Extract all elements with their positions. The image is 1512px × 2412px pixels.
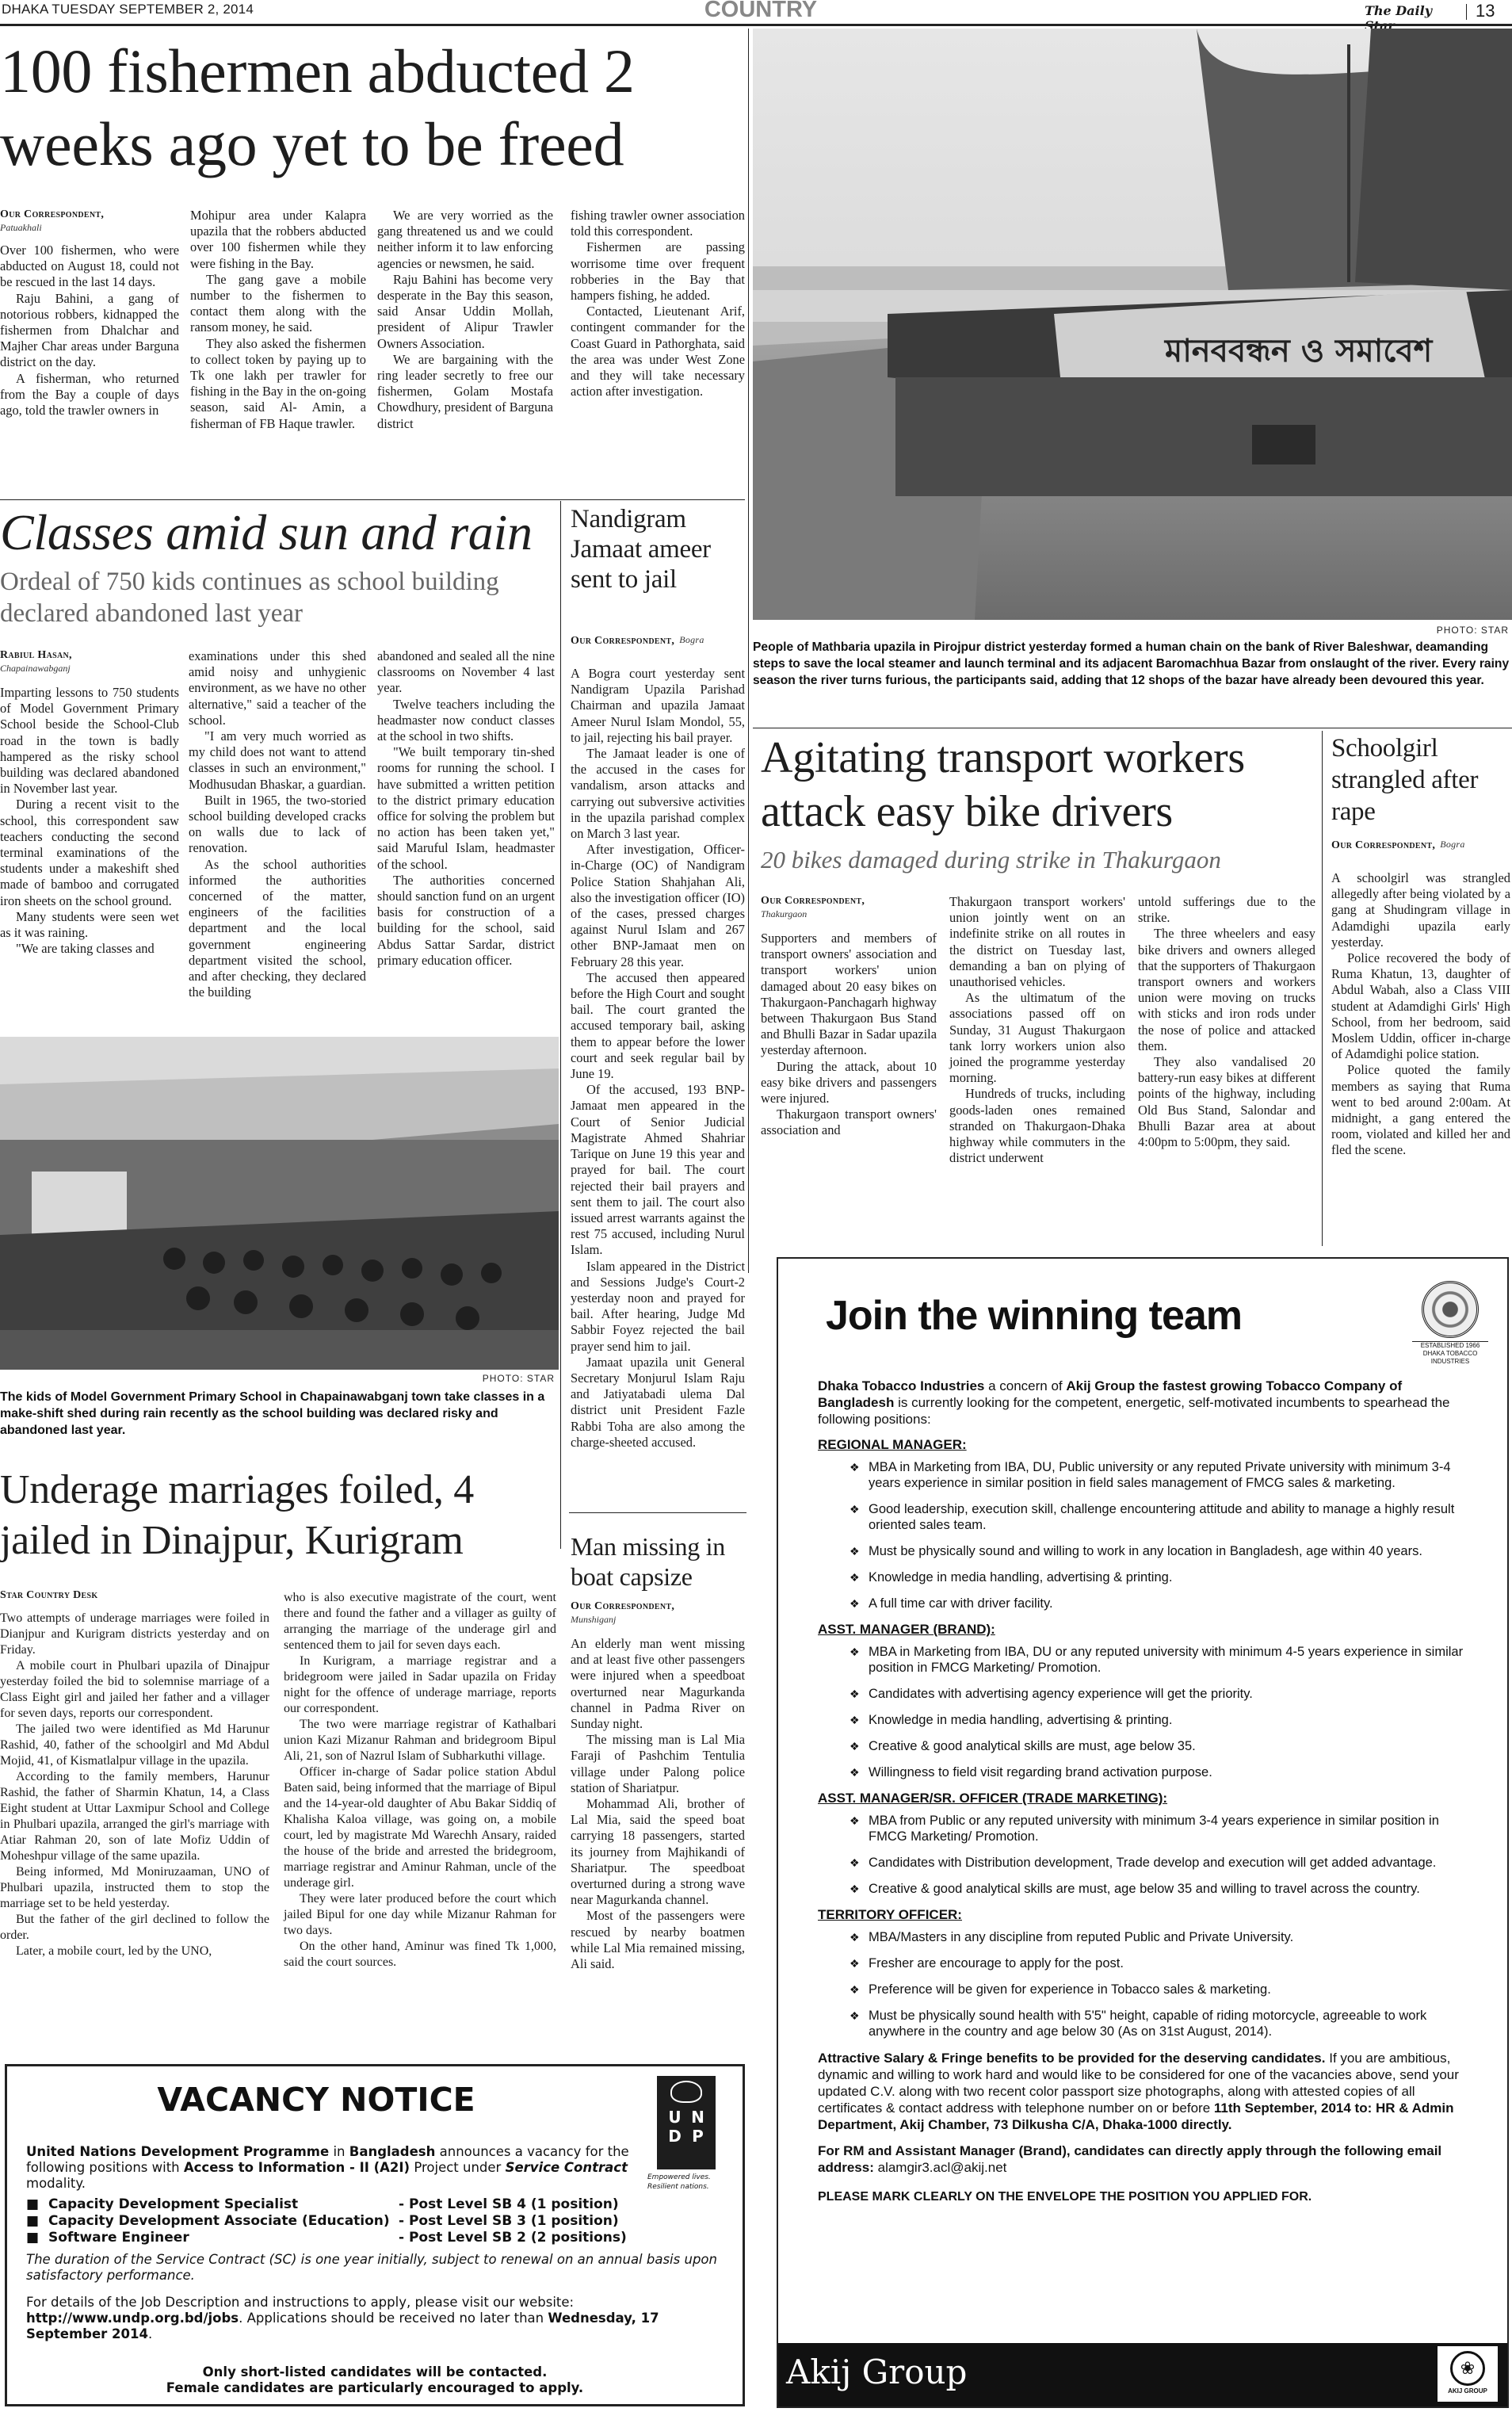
undp-logo: U N D P <box>657 2076 716 2169</box>
section-title: TERRITORY OFFICER: <box>818 1907 962 1922</box>
story2-headline: Classes amid sun and rain <box>0 504 533 560</box>
list-item: ❖ MBA/Masters in any discipline from reputed Public and Private University. <box>850 1929 1480 1945</box>
undp-vacancy-ad <box>5 2064 745 2406</box>
list-item: ❖ Candidates with Distribution development, Trade develop and execution will get added advantage. <box>850 1855 1480 1871</box>
akij-envelope-note: PLEASE MARK CLEARLY ON THE ENVELOPE THE POSITION YOU APPLIED FOR. <box>818 2190 1312 2204</box>
undp-duration: The duration of the Service Contract (SC) is one year initially, subject to renewal on an annual basis upon satisfactory performance. <box>26 2252 717 2283</box>
banner-text: মানববন্ধন ও সমাবেশ <box>1165 333 1433 369</box>
position-row: ■ Capacity Development Associate (Education) - Post Level SB 3 (1 position) <box>26 2213 619 2229</box>
undp-details: For details of the Job Description and instructions to apply, please visit our website: http://www.undp.org.bd/jobs. Applications should be received no later than Wednesday, 17 September 2014. <box>26 2295 659 2341</box>
story3-headline: Nandigram Jamaat ameer sent to jail <box>571 505 711 594</box>
undp-positions <box>26 2196 676 2249</box>
list-item: ❖ Knowledge in media handling, advertising & printing. <box>850 1569 1480 1585</box>
photo-human-chain <box>753 29 1512 620</box>
story5-byline: Our Correspondent, <box>761 895 865 907</box>
story6-byline: Our Correspondent, Bogra <box>1331 839 1465 851</box>
undp-tagline-2: Resilient nations. <box>647 2183 709 2191</box>
story1-headline: 100 fishermen abducted 2 weeks ago yet to be freed <box>0 36 635 178</box>
undp-footer-1: Only short-listed candidates will be contacted. <box>202 2364 548 2380</box>
story4-byline: Our Correspondent, <box>571 1600 675 1612</box>
akij-email-link[interactable]: alamgir3.acl@akij.net <box>877 2160 1007 2175</box>
story1-col2: Mohipur area under Kalapra upazila that the robbers abducted over 100 fishermen while they were fishing in the Bay. The gang gave a mobile number to the fishermen to contact them along with the ransom money, he said. They also asked the fishermen to collect token by paying up to Tk one lakh per trawler for fishing in the Bay in the on-going season, said Al- Amin, a fisherman of FB Haque trawler. <box>190 208 366 431</box>
story3-body: A Bogra court yesterday sent Nandigram Upazila Parishad Chairman and upazila Jamaat Ameer Nurul Islam Mondol, 55, to jail, rejecting his bail prayer. The Jamaat leader is one of the accused in the cases for vandalism, arson attacks and carrying out subversive activities in the upazila parishad complex on March 3 last year. After investigation, Officer-in-Charge (OC) of Nandigram Police Station Shahjahan Ali, also the investigation officer (IO) of the cases, pressed charges against Nurul Islam and 267 other BNP-Jamaat men on February 28 this year. The accused then appeared before the High Court and sought bail. The court granted the accused temporary bail, asking them to appear before the lower court and seek regular bail by June 19. Of the accused, 193 BNP-Jamaat men appeared in the Court of Senior Judicial Magistrate Ahmed Shahriar Tarique on June 19 this year and prayed for bail. The court rejected their bail prayers and sent them to jail. The court also issued arrest warrants against the rest 75 accused, including Nurul Islam. Islam appeared in the District and Sessions Judge's Court-2 yesterday noon and prayed for bail. After hearing, Judge Md Sabbir Foyez rejected the bail prayer send him to jail. Jamaat upazila unit General Secretary Monjurul Islam Raju and Jatiyatabadi ulema Dal district unit President Fazle Rabbi Toha are also among the charge-sheeted accused. <box>571 666 745 1450</box>
story6-headline: Schoolgirl strangled after rape <box>1331 734 1479 826</box>
undp-jobs-link[interactable]: http://www.undp.org.bd/jobs <box>26 2311 239 2326</box>
story1-col1: Over 100 fishermen, who were abducted on August 18, could not be rescued in the last 14 days. Raju Bahini, a gang of notorious robbers, kidnapped the fishermen from Dhalchar and Majher Char areas under Barguna district on the day. A fisherman, who returned from the Bay a couple of days ago, told the trawler owners in <box>0 243 179 419</box>
list-item: ❖ MBA in Marketing from IBA, DU, Public university or any reputed Private university with minimum 3-4 years experience in similar position in field sales management of FMCG sales & marketing. <box>850 1459 1480 1491</box>
page-number: 13 <box>1476 1 1495 21</box>
list-item: ❖ Must be physically sound health with 5'5" height, capable of riding motorcycle, agreeable to work anywhere in the country and age below 30 (As on 31st August, 2014). <box>850 2008 1480 2039</box>
seal-line-1: ESTABLISHED 1966 <box>1420 1342 1480 1349</box>
position-row: ■ Capacity Development Specialist - Post Level SB 4 (1 position) <box>26 2196 619 2212</box>
undp-footer-2: Female candidates are particularly encouraged to apply. <box>166 2380 584 2395</box>
section-title: ASST. MANAGER (BRAND): <box>818 1622 995 1637</box>
akij-footer-bar <box>778 2343 1507 2406</box>
story5-col1: Supporters and members of transport owners' association and transport workers' union damaged about 20 easy bikes on Thakurgaon-Panchagarh highway between Thakurgaon Bus Stand and Bhulli Bazar in Sadar upazila yesterday afternoon. During the attack, about 10 easy bike drivers and passengers were injured. Thakurgaon transport owners' association and <box>761 931 937 1138</box>
story5-col2: Thakurgaon transport workers' union jointly went on an indefinite strike on all routes in the district on Tuesday last, demanding a ban on plying of unauthorised vehicles. As the ultimatum of the associations passed off on Sunday, 31 August Thakurgaon tank lorry workers union also joined the programme yesterday morning. Hundreds of trucks, including goods-laden ones remained stranded on Thakurgaon-Dhaka highway while commuters in the district underwent <box>949 894 1125 1166</box>
story4-location: Munshiganj <box>571 1614 617 1625</box>
list-item: ❖ A full time car with driver facility. <box>850 1596 1480 1611</box>
list-item: ❖ MBA from Public or any reputed university with minimum 3-4 years experience in similar position in FMCG Marketing/ Promotion. <box>850 1813 1480 1844</box>
akij-salary-note: Attractive Salary & Fringe benefits to be provided for the deserving candidates. If you are ambitious, dynamic and willing to work hard and would like to be considered for one of the vacancies above, send your updated C.V. along with two recent color passport size photographs, along with attested copies of all certificates & contact address with telephone number on or before 11th September, 2014 to: HR & Admin Department, Akij Chamber, 73 Dilkusha C/A, Dhaka-1000 directly. <box>818 2051 1459 2132</box>
story3-location: Bogra <box>679 634 704 645</box>
undp-tagline-1: Empowered lives. <box>647 2173 711 2181</box>
list-item: ❖ Knowledge in media handling, advertising & printing. <box>850 1712 1480 1728</box>
story1-col3: We are very worried as the gang threatened us and we could neither inform it to law enforcing agencies or newsmen, he said. Raju Bahini has become very desperate in the Bay this season, said Ansar Uddin Mollah, president of Alipur Trawler Owners Association. We are bargaining with the ring leader secretly to free our fishermen, Golam Mostafa Chowdhury, president of Barguna district <box>377 208 553 431</box>
story2-col3: abandoned and sealed all the nine classrooms on November 4 last year. Twelve teachers including the headmaster now conduct classes at the school in two shifts. "We built temporary tin-shed rooms for running the school. I have submitted a written petition to the district primary education office for solving the problem but no action has been taken yet," said Maruful Islam, headmaster of the school. The authorities concerned should sanction fund on an urgent basis for construction of a building for the school, said Abdus Sattar Sardar, district primary education officer. <box>377 648 555 968</box>
section-label: COUNTRY <box>704 0 818 22</box>
seal-line-2: DHAKA TOBACCO <box>1422 1350 1478 1357</box>
section-title: ASST. MANAGER/SR. OFFICER (TRADE MARKETING): <box>818 1791 1168 1806</box>
akij-logo-label: AKIJ GROUP <box>1448 2387 1487 2395</box>
position-row: ■ Software Engineer - Post Level SB 2 (2 positions) <box>26 2230 627 2246</box>
story5-subhead: 20 bikes damaged during strike in Thakurgaon <box>761 846 1221 873</box>
requirement-list <box>850 1813 1480 1897</box>
akij-emblem-icon: ❀ <box>1450 2351 1485 2386</box>
story2-col2: examinations under this shed amid noisy and unhygienic environment, as we have no other alternative," said a teacher of the school. "I am very much worried as my child does not want to attend classes in such an environment," Modhusudan Bhaskar, a guardian. Built in 1965, the two-storied school building developed cracks on walls due to lack of renovation. As the school authorities informed the authorities concerned of the matter, engineers of the facilities department and the local government engineering department visited the school, and after checking, they declared the building <box>189 648 366 1000</box>
story4-body: An elderly man went missing and at least five other passengers were injured when a speedboat overturned near Magurkanda channel in Padma River on Sunday night. The missing man is Lal Mia Faraji of Pashchim Tentulia village under Palong police station of Shariatpur. Mohammad Ali, brother of Lal Mia, said the speed boat carrying 18 passengers, started its journey from Majhikandi of Shariatpur. The speedboat overturned during a strong wave near Magurkanda channel. Most of the passengers were rescued by nearby boatmen while Lal Mia remained missing, Ali said. <box>571 1636 745 1972</box>
masthead-dateline: DHAKA TUESDAY SEPTEMBER 2, 2014 <box>2 2 254 17</box>
story7-headline: Underage marriages foiled, 4 jailed in Dinajpur, Kurigram <box>0 1467 475 1563</box>
un-emblem-icon <box>670 2081 702 2103</box>
requirement-list <box>850 1644 1480 1780</box>
akij-headline: Join the winning team <box>826 1293 1243 1339</box>
photo-school-shed <box>0 1037 559 1370</box>
story6-location: Bogra <box>1440 839 1465 850</box>
story1-location: Patuakhali <box>0 222 42 233</box>
undp-ad-title: VACANCY NOTICE <box>157 2081 475 2119</box>
dti-seal <box>1412 1281 1488 1373</box>
list-item: ❖ Creative & good analytical skills are must, age below 35 and willing to travel across the country. <box>850 1881 1480 1897</box>
story2-byline: Rabiul Hasan, <box>0 649 72 661</box>
list-item: ❖ Preference will be given for experience in Tobacco sales & marketing. <box>850 1982 1480 1997</box>
story7-col1: Two attempts of underage marriages were foiled in Dianjpur and Kurigram districts yesterday and on Friday. A mobile court in Phulbari upazila of Dinajpur yesterday foiled the bid to solemnise marriage of a Class Eight girl and jailed her father and a villager for seven days, reports our correspondent. The jailed two were identified as Md Harunur Rashid, 40, father of the schoolgirl and Md Abdul Mojid, 41, of Kismatlalpur village in the upazila. According to the family members, Harunur Rashid, the father of Sharmin Khatun, 14, a Class Eight student at Uttar Laxmipur School and College in Phulbari upazila, arranged the girl's marriage with Atiar Rahman 20, son of late Mofiz Uddin of Moheshpur village of the same upazila. Being informed, Md Moniruzaaman, UNO of Phulbari upazila, instructed them to stop the marriage set to be held yesterday. But the father of the girl declined to follow the order. Later, a mobile court, led by the UNO, <box>0 1611 269 1958</box>
requirement-list <box>850 1459 1480 1611</box>
story1-col4: fishing trawler owner association told this correspondent. Fishermen are passing worrisome time over frequent robberies in the Bay that hampers fishing, he added. Contacted, Lieutenant Arif, contingent commander for the Coast Guard in Pathorghata, said the area was under West Zone and they will take necessary action after investigation. <box>571 208 745 399</box>
list-item: ❖ Willingness to field visit regarding brand activation purpose. <box>850 1764 1480 1780</box>
story1-byline: Our Correspondent, <box>0 208 105 220</box>
story6-body: A schoolgirl was strangled allegedly after being violated by a gang at Shudingram village in Adamdighi upazila early yesterday. Police recovered the body of Ruma Khatun, 13, daughter of Abdul Wabah, also a Class VIII student at Adamdighi Girls' High School, from her bedroom, said Moslem Uddin, officer in-charge of Adamdighi police station. Police quoted the family members as saying that Ruma went to bed around 2:00am. At midnight, a gang entered the room, violated and killed her and fled the scene. <box>1331 870 1510 1158</box>
undp-intro: United Nations Development Programme in Bangladesh announces a vacancy for the following positions with Access to Information - II (A2I) Project under Service Contract modality. <box>26 2144 629 2191</box>
story5-location: Thakurgaon <box>761 908 808 919</box>
story5-col3: untold sufferings due to the strike. The three wheelers and easy bike drivers and owners alleged that the supporters of Thakurgaon transport owners and workers union were moving on trucks with sticks and iron rods under the nose of police and attacked them. They also vandalised 20 battery-run easy bikes at different points of the highway, including Old Bus Stand, Salondar and Bhulli Bazar area at about 4:00pm to 5:00pm, they said. <box>1138 894 1315 1150</box>
story2-location: Chapainawabganj <box>0 663 71 674</box>
list-item: ❖ Must be physically sound and willing to work in any location in Bangladesh, age within 40 years. <box>850 1543 1480 1559</box>
story2-col1: Imparting lessons to 750 students of Model Government Primary School beside the School-Club road in the town is badly hampered as the risky school building was declared abandoned in November last year. During a recent visit to the school, this correspondent saw teachers conducting the second terminal examinations of the students under a makeshift shed made of bamboo and corrugated iron sheets on the school ground. Many students were seen wet as it was raining. "We are taking classes and <box>0 685 179 957</box>
akij-rm-note: For RM and Assistant Manager (Brand), candidates can directly apply through the following email address: alamgir3.acl@akij.net <box>818 2143 1442 2175</box>
list-item: ❖ Good leadership, execution skill, challenge encountering attitude and ability to manage a highly result oriented sales team. <box>850 1501 1480 1533</box>
list-item: ❖ Candidates with advertising agency experience will get the priority. <box>850 1686 1480 1702</box>
story2-subhead: Ordeal of 750 kids continues as school building declared abandoned last year <box>0 568 499 628</box>
akij-recruitment-ad <box>777 1257 1509 2408</box>
photo-school-credit: PHOTO: STAR <box>482 1373 555 1384</box>
story7-byline: Star Country Desk <box>0 1589 98 1601</box>
akij-logo <box>1436 2345 1499 2403</box>
photo-top-caption: People of Mathbaria upazila in Pirojpur district yesterday formed a human chain on the bank of River Baleshwar, deamanding steps to save the local steamer and launch terminal and its adjacent Baromachhua Bazar from onslaught of the river. Every rainy season the river turns furious, the participants said, adding that 12 shops of the bazar have already been devoured this year. <box>753 640 1510 687</box>
list-item: ❖ Fresher are encourage to apply for the post. <box>850 1955 1480 1971</box>
story3-byline: Our Correspondent, Bogra <box>571 634 704 647</box>
photo-school-caption: The kids of Model Government Primary School in Chapainawabganj town take classes in a make-shift shed during rain recently as the school building was declared risky and abandoned last year. <box>0 1390 545 1437</box>
akij-intro: Dhaka Tobacco Industries a concern of Akij Group the fastest growing Tobacco Company of Bangladesh is currently looking for the competent, energetic, self-motivated incumbents to spearhead the following positions: <box>818 1378 1450 1427</box>
paper-name: The Daily <box>1365 3 1432 18</box>
story7-col2: who is also executive magistrate of the court, went there and found the father and a villager as guilty of arranging the marriage of the underage girl and sentenced them to jail for seven days each. In Kurigram, a marriage registrar and a bridegroom were jailed in Sadar upazila on Friday night for the offence of underage marriage, reports our correspondent. The two were marriage registrar of Kathalbari union Kazi Mizanur Rahman and bridegroom Bipul Ali, 21, son of Nazrul Islam of Subharkuthi village. Officer in-charge of Sadar police station Abdul Baten said, being informed that the marriage of Bipul and the 14-year-old daughter of Abu Bakar Siddiq of Khalisha Kaloa village, was going on, a mobile court, led by magistrate Md Warechh Ansary, raided the house of the bride and arrested the bridegroom, marriage registrar and Aminur Rahman, uncle of the underage girl. They were later produced before the court which jailed Bipul for one day while Mizanur Rahman for two days. On the other hand, Aminur was fined Tk 1,000, said the court sources. <box>284 1591 556 1969</box>
seal-line-3: INDUSTRIES <box>1430 1358 1470 1365</box>
list-item: ❖ Creative & good analytical skills are must, age below 35. <box>850 1738 1480 1754</box>
crest-icon <box>1422 1281 1479 1338</box>
section-title: REGIONAL MANAGER: <box>818 1437 967 1452</box>
akij-brand: Akij Group <box>786 2353 968 2391</box>
photo-top-credit: PHOTO: STAR <box>1436 625 1509 636</box>
story4-headline: Man missing in boat capsize <box>571 1532 725 1591</box>
story5-headline: Agitating transport workers attack easy bike drivers <box>761 733 1245 836</box>
list-item: ❖ MBA in Marketing from IBA, DU or any reputed university with minimum 4-5 years experience in similar position in FMCG Marketing/ Promotion. <box>850 1644 1480 1676</box>
requirement-list <box>850 1929 1480 2039</box>
